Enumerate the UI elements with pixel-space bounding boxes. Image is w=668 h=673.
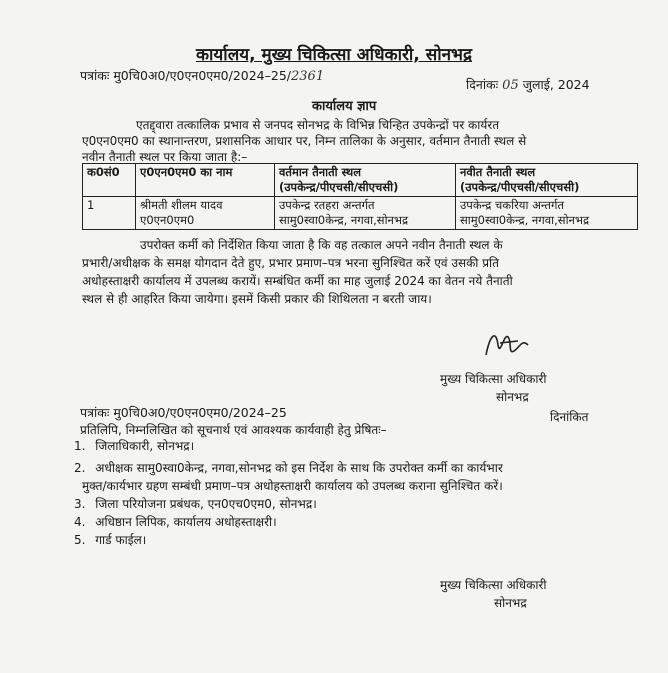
copy-item-5 bbox=[74, 531, 146, 548]
cell-current-posting-line-1: उपकेन्द्र रतहरा अन्तर्गत bbox=[279, 198, 375, 212]
signatory-designation-1: मुख्य चिकित्सा अधिकारी bbox=[440, 372, 547, 386]
cell-new-posting bbox=[456, 197, 638, 230]
signatory-place-1: सोनभद्र bbox=[496, 390, 529, 404]
copy-item-text: जिला परियोजना प्रबंधक, एन0एच0एम0, सोनभद्र। bbox=[95, 497, 317, 511]
header-new-posting-line-1: नवीत तैनाती स्थल bbox=[460, 165, 536, 179]
table-row bbox=[83, 197, 638, 230]
copy-item-number: 2. bbox=[74, 461, 86, 475]
header-current-posting-line-2: (उपकेन्द्र/पीएचसी/सीएचसी) bbox=[279, 180, 399, 194]
copy-item-number: 4. bbox=[74, 515, 86, 529]
cell-anm-name-line-2: ए0एन0एम0 bbox=[140, 213, 195, 227]
signature-scribble bbox=[478, 325, 538, 365]
cell-anm-name bbox=[136, 197, 275, 230]
header-anm-name: ए0एन0एम0 का नाम bbox=[136, 164, 275, 197]
reference-number bbox=[80, 67, 324, 84]
copy-item-2-line-2: मुक्त/कार्यभार ग्रहण सम्बंधी प्रमाण–पत्र अधोहस्ताक्षरी कार्यालय को उपलब्ध कराना सुनिश्चित करें। bbox=[82, 479, 503, 493]
header-new-posting-line-2: (उपकेन्द्र/पीएचसी/सीएचसी) bbox=[460, 180, 580, 194]
cell-new-posting-line-2: सामु0स्वा0केन्द्र, नगवा,सोनभद्र bbox=[460, 213, 590, 227]
cell-anm-name-line-1: श्रीमती शीलम यादव bbox=[140, 198, 223, 212]
copy-item-3 bbox=[74, 495, 317, 512]
cell-current-posting bbox=[275, 197, 456, 230]
body-line-4: स्थल से ही आहरित किया जायेगा। इसमें किसी प्रकार की शिथिलता न बरती जाय। bbox=[82, 292, 432, 306]
copy-item-4 bbox=[74, 513, 277, 530]
copy-intro: प्रतिलिपि, निम्नलिखित को सूचनार्थ एवं आवश्यक कार्यवाही हेतु प्रेषितः– bbox=[80, 423, 387, 437]
copy-date-label: दिनांकित bbox=[550, 410, 589, 424]
copy-item-2 bbox=[74, 459, 503, 476]
reference-label: पत्रांकः मु0चि0अ0/ए0एन0एम0/2024–25/ bbox=[80, 68, 292, 83]
header-serial: क0सं0 bbox=[83, 164, 136, 197]
copy-reference-number: पत्रांकः मु0चि0अ0/ए0एन0एम0/2024–25 bbox=[80, 405, 287, 420]
order-date bbox=[466, 76, 590, 93]
copy-item-text: अधिष्ठान लिपिक, कार्यालय अधोहस्ताक्षरी। bbox=[95, 515, 277, 529]
cell-current-posting-line-2: सामु0स्वा0केन्द्र, नगवा,सोनभद्र bbox=[279, 213, 409, 227]
date-month-year: जुलाई, 2024 bbox=[522, 77, 590, 92]
signatory-place-2: सोनभद्र bbox=[494, 596, 527, 610]
cell-serial: 1 bbox=[83, 197, 136, 230]
copy-item-text: अधीक्षक सामु0स्वा0केन्द्र, नगवा,सोनभद्र को इस निर्देश के साथ कि उपरोक्त कर्मी का कार्यभार bbox=[95, 461, 503, 475]
office-order-heading: कार्यालय ज्ञाप bbox=[312, 99, 377, 114]
header-new-posting bbox=[456, 164, 638, 197]
body-line-3: अधोहस्ताक्षरी कार्यालय में उपलब्ध करायें। सम्बंधित कर्मी का माह जुलाई 2024 का वेतन नये तैनाती bbox=[82, 274, 513, 288]
header-current-posting-line-1: वर्तमान तैनाती स्थल bbox=[279, 165, 362, 179]
copy-item-number: 5. bbox=[74, 533, 86, 547]
intro-line-1: एतद्द्वारा तत्कालिक प्रभाव से जनपद सोनभद्र के विभिन्न चिन्हित उपकेन्द्रों पर कार्यरत bbox=[136, 118, 500, 132]
table-header-row bbox=[83, 164, 638, 197]
cell-new-posting-line-1: उपकेन्द्र चकरिया अन्तर्गत bbox=[460, 198, 565, 212]
copy-item-1 bbox=[74, 437, 194, 454]
copy-item-text: जिलाधिकारी, सोनभद्र। bbox=[95, 439, 195, 453]
date-handwritten-day: 05 bbox=[502, 78, 519, 93]
copy-item-text: गार्ड फाईल। bbox=[95, 533, 147, 547]
signatory-designation-2: मुख्य चिकित्सा अधिकारी bbox=[440, 578, 547, 592]
date-label: दिनांकः bbox=[466, 77, 499, 92]
office-title: कार्यालय, मुख्य चिकित्सा अधिकारी, सोनभद्र bbox=[195, 45, 473, 65]
intro-line-2: ए0एन0एम0 का स्थानान्तरण, प्रशासनिक आधार पर, निम्न तालिका के अनुसार, वर्तमान तैनाती स्थल से bbox=[82, 134, 527, 148]
intro-line-3: नवीन तैनाती स्थल पर किया जाता है:– bbox=[82, 150, 248, 164]
transfer-table bbox=[82, 163, 638, 230]
body-line-2: प्रभारी/अधीक्षक के समक्ष योगदान देते हुए, प्रभार प्रमाण–पत्र भरना सुनिश्चित करें एवं उसकी प्रति bbox=[82, 256, 499, 270]
header-current-posting bbox=[275, 164, 456, 197]
reference-handwritten-number: 2361 bbox=[291, 69, 325, 84]
body-line-1: उपरोक्त कर्मी को निर्देशित किया जाता है कि वह तत्काल अपने नवीन तैनाती स्थल के bbox=[140, 238, 503, 252]
copy-item-number: 3. bbox=[74, 497, 86, 511]
copy-item-number: 1. bbox=[74, 439, 86, 453]
